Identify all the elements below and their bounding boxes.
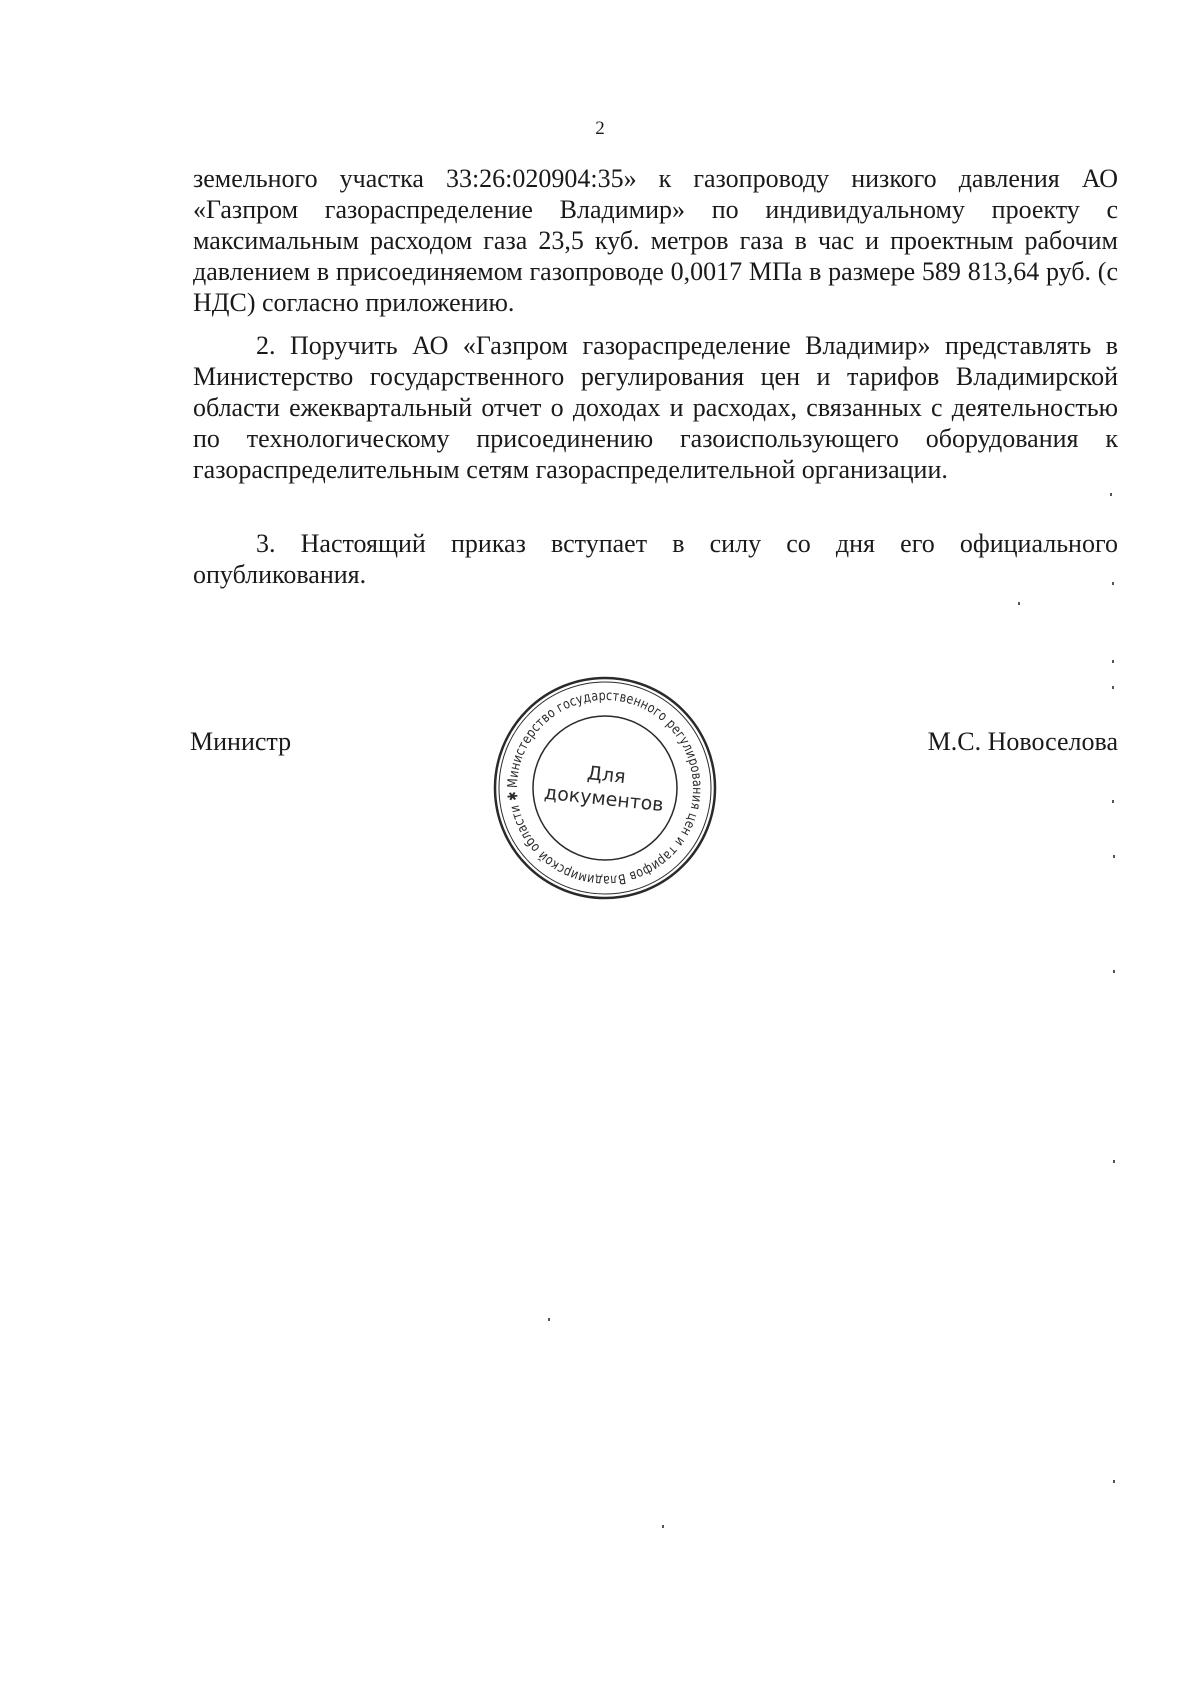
- scan-speck: [1112, 660, 1114, 663]
- scan-speck: [1113, 1160, 1115, 1163]
- scan-speck: [1112, 686, 1114, 689]
- scan-speck: [1113, 970, 1115, 973]
- paragraph-item-2: [193, 330, 1118, 485]
- paragraph-item-3-text: 3. Настоящий приказ вступает в силу со дня его официального опубликования.: [193, 529, 1118, 589]
- official-stamp: [490, 673, 720, 903]
- stamp-ring-textpath: Министерство государственного регулирования цен и тарифов Владимирской области ✱: [504, 687, 706, 889]
- signatory-title: Министр: [190, 727, 292, 756]
- paragraph-item-3: [193, 528, 1118, 590]
- scan-speck: [1112, 800, 1114, 803]
- signatory-name: М.С. Новоселова: [927, 727, 1118, 756]
- page-number: 2: [595, 118, 605, 139]
- stamp-center-line-1: Для: [586, 762, 627, 789]
- paragraph-continuation-text: земельного участка 33:26:020904:35» к газопроводу низкого давления АО «Газпром газораспределение Владимир» по индивидуальному проекту с максимальным расходом газа 23,5 куб. метров газа в час и проектным рабочим давлением в присоединяемом газопроводе 0,0017 МПа в размере 589 813,64 руб. (с НДС) согласно приложению.: [193, 164, 1118, 317]
- scan-speck: [1018, 602, 1020, 605]
- scan-speck: [1112, 582, 1114, 585]
- paragraph-item-2-text: 2. Поручить АО «Газпром газораспределение Владимир» представлять в Министерство государственного регулирования цен и тарифов Владимирской области ежеквартальный отчет о доходах и расходах, связанных с деятельностью по технологическому присоединению газоиспользующего оборудования к газораспределительным сетям газораспределительной организации.: [193, 331, 1118, 484]
- scan-speck: [1113, 1480, 1115, 1483]
- stamp-center-line-2: документов: [543, 781, 665, 817]
- scan-speck: [548, 1318, 550, 1321]
- scan-speck: [1110, 493, 1112, 496]
- scan-speck: [1113, 855, 1115, 858]
- paragraph-continuation: [193, 163, 1118, 318]
- scan-speck: [662, 1525, 664, 1528]
- stamp-graphic: [490, 673, 720, 903]
